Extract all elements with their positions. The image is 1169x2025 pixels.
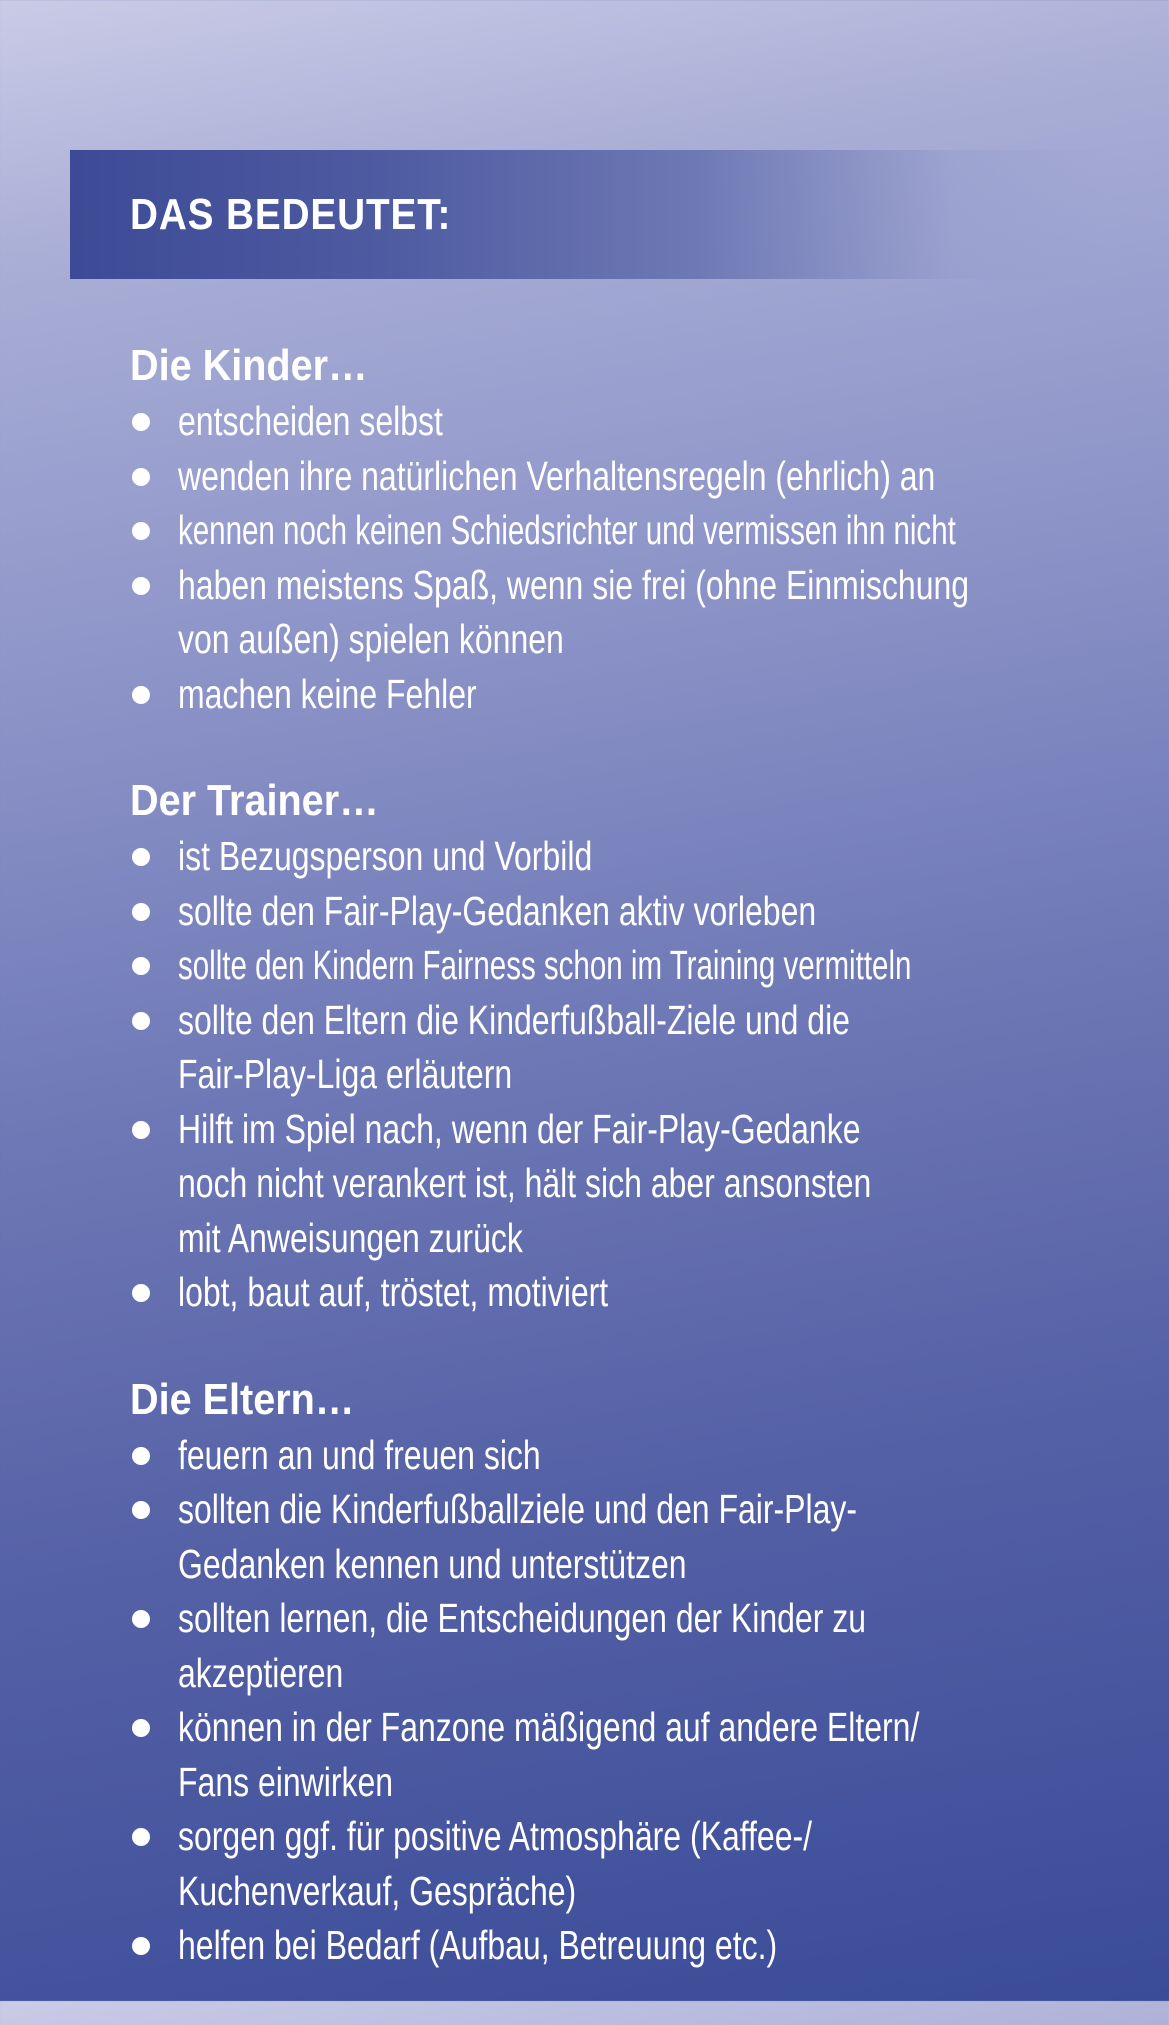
item-text: wenden ihre natürlichen Verhaltensregeln (ehrlich) an [178, 452, 936, 499]
list-item [130, 1482, 1090, 1591]
bullet-icon [132, 1284, 150, 1302]
header-bar [70, 150, 1110, 279]
page-title: DAS BEDEUTET: [130, 190, 452, 239]
list-trainer [130, 829, 1090, 1320]
item-text: von außen) spielen können [178, 616, 564, 662]
list-item [130, 884, 1090, 939]
section-title-trainer: Der Trainer… [130, 776, 379, 825]
item-text: Hilft im Spiel nach, wenn der Fair-Play-Gedanke [178, 1105, 861, 1152]
item-text: entscheiden selbst [178, 398, 443, 444]
list-item [130, 829, 1090, 884]
section-kinder [130, 338, 1090, 721]
list-item [130, 1591, 1090, 1700]
bullet-icon [132, 903, 150, 921]
list-item [130, 1809, 1090, 1918]
bullet-icon [132, 1501, 150, 1519]
bullet-icon [132, 1828, 150, 1846]
bullet-icon [132, 848, 150, 866]
list-item [130, 1102, 1090, 1266]
item-text: haben meistens Spaß, wenn sie frei (ohne Einmischung [178, 561, 970, 608]
item-text: sollten die Kinderfußballziele und den Fair-Play- [178, 1486, 858, 1532]
bullet-icon [132, 577, 150, 595]
bullet-icon [132, 1121, 150, 1139]
bullet-icon [132, 1610, 150, 1628]
bullet-icon [132, 522, 150, 540]
item-text: feuern an und freuen sich [178, 1431, 541, 1478]
list-item [130, 558, 1090, 667]
item-text: mit Anweisungen zurück [178, 1214, 523, 1261]
list-item [130, 938, 1090, 993]
item-text: sollte den Kindern Fairness schon im Training vermitteln [178, 942, 912, 988]
bullet-icon [132, 1012, 150, 1030]
list-item [130, 993, 1090, 1102]
section-title-eltern: Die Eltern… [130, 1374, 355, 1424]
section-title-kinder: Die Kinder… [130, 341, 368, 390]
item-text: Fair-Play-Liga erläutern [178, 1051, 513, 1097]
item-text: Gedanken kennen und unterstützen [178, 1540, 687, 1587]
bullet-icon [132, 1937, 150, 1955]
list-eltern [130, 1428, 1090, 1973]
bullet-icon [132, 957, 150, 975]
bullet-icon [132, 1447, 150, 1465]
item-text: Fans einwirken [178, 1758, 394, 1805]
item-text: sollte den Fair-Play-Gedanken aktiv vorleben [178, 887, 817, 934]
list-item [130, 667, 1090, 722]
list-item [130, 1918, 1090, 1973]
item-text: Kuchenverkauf, Gespräche) [178, 1867, 577, 1914]
item-text: akzeptieren [178, 1649, 344, 1696]
item-text: lobt, baut auf, tröstet, motiviert [178, 1269, 609, 1315]
item-text: machen keine Fehler [178, 670, 477, 717]
list-item [130, 394, 1090, 449]
bullet-icon [132, 686, 150, 704]
item-text: kennen noch keinen Schiedsrichter und vermissen ihn nicht [178, 507, 956, 553]
section-eltern [130, 1372, 1090, 1973]
item-text: ist Bezugsperson und Vorbild [178, 833, 593, 879]
list-kinder [130, 394, 1090, 721]
item-text: noch nicht verankert ist, hält sich aber ansonsten [178, 1160, 872, 1206]
list-item [130, 503, 1090, 558]
section-trainer [130, 773, 1090, 1320]
bullet-icon [132, 413, 150, 431]
list-item [130, 449, 1090, 504]
content [130, 338, 1090, 2025]
bullet-icon [132, 1719, 150, 1737]
item-text: können in der Fanzone mäßigend auf andere Eltern/ [178, 1704, 920, 1750]
item-text: sollte den Eltern die Kinderfußball-Ziele und die [178, 996, 850, 1043]
item-text: helfen bei Bedarf (Aufbau, Betreuung etc.) [178, 1922, 778, 1968]
list-item [130, 1428, 1090, 1483]
item-text: sollten lernen, die Entscheidungen der Kinder zu [178, 1595, 867, 1641]
list-item [130, 1700, 1090, 1809]
item-text: sorgen ggf. für positive Atmosphäre (Kaffee-/ [178, 1813, 813, 1859]
bullet-icon [132, 468, 150, 486]
list-item [130, 1265, 1090, 1320]
